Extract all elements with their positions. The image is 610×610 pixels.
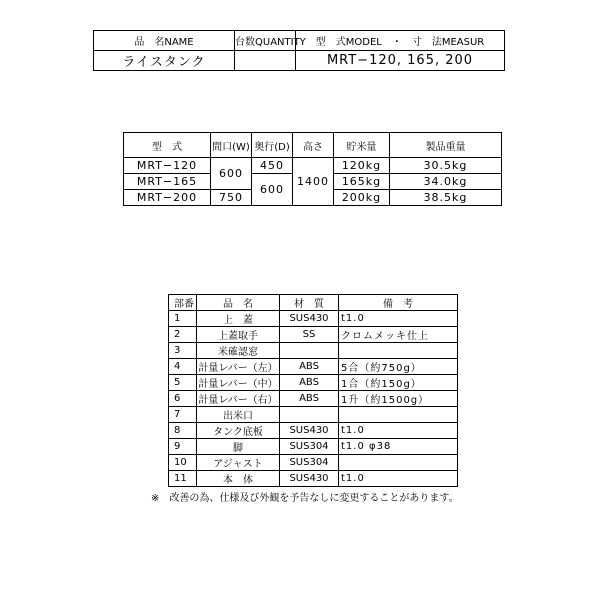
name-header: 品 名NAME [94,31,235,51]
spec-depth: 450 [252,158,293,174]
part-name: 脚 [197,439,280,455]
part-material: SS [280,327,339,343]
product-quantity [235,51,296,71]
spec-header-model: 型 式 [124,133,211,158]
spec-capacity: 200kg [334,190,390,206]
spec-weight: 38.5kg [390,190,502,206]
part-name: 上 蓋 [197,311,280,327]
part-no: 8 [169,423,197,439]
part-note [339,455,458,471]
parts-row [169,359,458,375]
part-no: 2 [169,327,197,343]
part-name: 米確認窓 [197,343,280,359]
part-note: 1合（約150g） [339,375,458,391]
part-material: SUS430 [280,423,339,439]
part-note [339,407,458,423]
parts-row [169,343,458,359]
parts-row [169,439,458,455]
spec-header-weight: 製品重量 [390,133,502,158]
part-note: t1.0 [339,311,458,327]
spec-height: 1400 [293,158,334,206]
spec-header-height: 高さ [293,133,334,158]
part-note [339,343,458,359]
part-material: SUS304 [280,439,339,455]
part-material: ABS [280,391,339,407]
quantity-header: 台数QUANTITY [235,31,296,51]
parts-row [169,375,458,391]
part-material [280,343,339,359]
spec-model: MRT−120 [124,158,211,174]
part-name: 本 体 [197,471,280,487]
parts-header-note: 備 考 [339,295,458,311]
parts-row [169,423,458,439]
part-no: 9 [169,439,197,455]
spec-header-depth: 奥行(D) [252,133,293,158]
part-no: 1 [169,311,197,327]
part-name: タンク底板 [197,423,280,439]
product-model: MRT−120, 165, 200 [296,51,505,71]
spec-width: 750 [211,190,252,206]
part-note: t1.0 φ38 [339,439,458,455]
part-name: 出米口 [197,407,280,423]
part-no: 10 [169,455,197,471]
part-note: 5合（約750g） [339,359,458,375]
part-material: SUS430 [280,471,339,487]
part-name: アジャスト [197,455,280,471]
parts-row [169,407,458,423]
spec-model: MRT−165 [124,174,211,190]
parts-table [168,294,458,487]
parts-row [169,327,458,343]
title-table [93,30,505,71]
spec-weight: 30.5kg [390,158,502,174]
part-no: 3 [169,343,197,359]
spec-header-capacity: 貯米量 [334,133,390,158]
model-header: 型 式MODEL ・ 寸 法MEASUR [296,31,505,51]
part-material: ABS [280,359,339,375]
parts-header-no: 部番 [169,295,197,311]
spec-model: MRT−200 [124,190,211,206]
spec-header-width: 間口(W) [211,133,252,158]
part-no: 7 [169,407,197,423]
part-no: 4 [169,359,197,375]
product-name: ライスタンク [94,51,235,71]
parts-row [169,391,458,407]
part-note: t1.0 [339,423,458,439]
part-material: SUS430 [280,311,339,327]
part-material [280,407,339,423]
part-no: 5 [169,375,197,391]
spec-capacity: 165kg [334,174,390,190]
part-name: 上蓋取手 [197,327,280,343]
part-material: SUS304 [280,455,339,471]
part-no: 6 [169,391,197,407]
part-note: t1.0 [339,471,458,487]
part-name: 計量レバー（中） [197,375,280,391]
part-no: 11 [169,471,197,487]
spec-capacity: 120kg [334,158,390,174]
parts-header-material: 材 質 [280,295,339,311]
part-note: クロムメッキ仕上 [339,327,458,343]
part-note: 1升（約1500g） [339,391,458,407]
spec-table [123,132,502,206]
spec-width: 600 [211,158,252,190]
parts-header-name: 品 名 [197,295,280,311]
part-material: ABS [280,375,339,391]
footnote: ※ 改善の為、仕様及び外観を予告なしに変更することがあります。 [151,493,459,504]
parts-row [169,471,458,487]
parts-row [169,455,458,471]
part-name: 計量レバー（左） [197,359,280,375]
spec-weight: 34.0kg [390,174,502,190]
spec-depth: 600 [252,174,293,206]
part-name: 計量レバー（右） [197,391,280,407]
parts-row [169,311,458,327]
